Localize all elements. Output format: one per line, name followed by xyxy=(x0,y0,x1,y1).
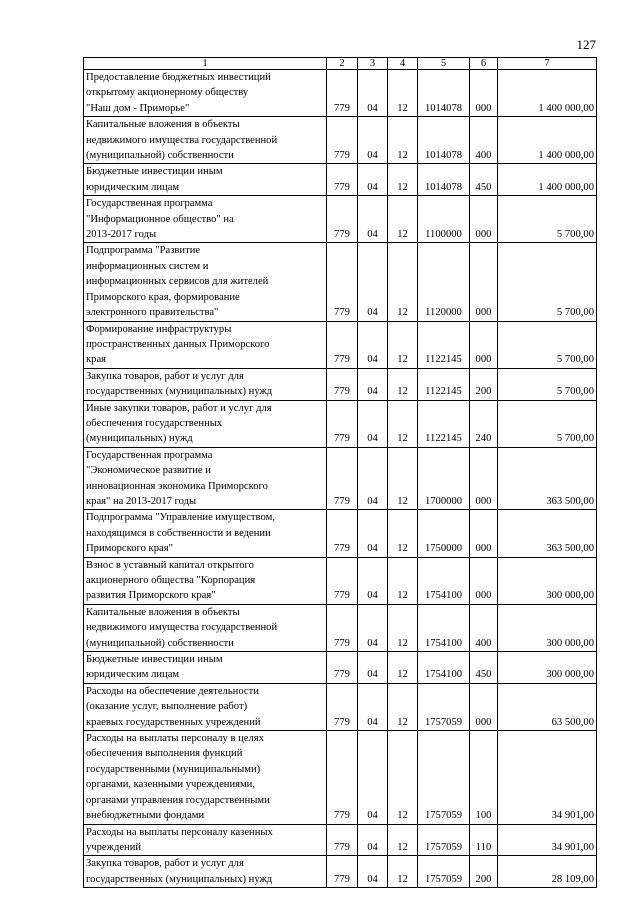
row-description xyxy=(84,196,327,243)
amount: 1 400 000,00 xyxy=(498,117,597,164)
section-code: 04 xyxy=(358,731,388,824)
section-code: 04 xyxy=(358,604,388,651)
description-line: (муниципальной) собственности xyxy=(86,637,234,649)
row-description xyxy=(84,557,327,604)
ministry-code: 779 xyxy=(327,604,358,651)
expense-type-code: 450 xyxy=(470,652,498,684)
expense-type-code: 100 xyxy=(470,731,498,824)
section-code: 04 xyxy=(358,400,388,447)
target-code: 1014078 xyxy=(418,117,470,164)
description-line: акционерного общества "Корпорация xyxy=(86,575,256,586)
subsection-code: 12 xyxy=(388,196,418,243)
amount: 1 400 000,00 xyxy=(498,164,597,196)
header-col-7: 7 xyxy=(498,58,597,70)
subsection-code: 12 xyxy=(388,510,418,557)
table-row xyxy=(84,400,597,447)
row-description xyxy=(84,117,327,164)
table-row xyxy=(84,196,597,243)
description-line: учреждений xyxy=(86,841,142,853)
description-line: Приморского края" xyxy=(86,543,173,555)
description-line: обеспечения выполнения функций xyxy=(86,748,243,760)
description-line: Государственная программа xyxy=(86,449,213,461)
ministry-code: 779 xyxy=(327,652,358,684)
ministry-code: 779 xyxy=(327,243,358,321)
target-code: 1122145 xyxy=(418,400,470,447)
target-code: 1700000 xyxy=(418,447,470,510)
description-line: Иные закупки товаров, работ и услуг для xyxy=(86,402,272,414)
ministry-code: 779 xyxy=(327,683,358,730)
subsection-code: 12 xyxy=(388,321,418,368)
table-row xyxy=(84,652,597,684)
description-line: Государственная программа xyxy=(86,198,213,210)
description-line: информационных сервисов для жителей xyxy=(86,276,269,288)
amount: 63 500,00 xyxy=(498,683,597,730)
description-line: инновационная экономика Приморского xyxy=(86,480,268,492)
expense-type-code: 000 xyxy=(470,447,498,510)
row-description xyxy=(84,824,327,856)
expense-type-code: 000 xyxy=(470,196,498,243)
target-code: 1120000 xyxy=(418,243,470,321)
header-col-3: 3 xyxy=(358,58,388,70)
expense-type-code: 400 xyxy=(470,117,498,164)
section-code: 04 xyxy=(358,196,388,243)
row-description xyxy=(84,683,327,730)
row-description xyxy=(84,164,327,196)
expense-type-code: 000 xyxy=(470,243,498,321)
ministry-code: 779 xyxy=(327,447,358,510)
subsection-code: 12 xyxy=(388,400,418,447)
description-line: Капитальные вложения в объекты xyxy=(86,119,240,131)
amount: 5 700,00 xyxy=(498,400,597,447)
subsection-code: 12 xyxy=(388,117,418,164)
subsection-code: 12 xyxy=(388,557,418,604)
target-code: 1757059 xyxy=(418,824,470,856)
description-line: (муниципальной) собственности xyxy=(86,150,234,162)
section-code: 04 xyxy=(358,447,388,510)
description-line: "Экономическое развитие и xyxy=(86,465,211,477)
table-row xyxy=(84,510,597,557)
description-line: недвижимого имущества государственной xyxy=(86,134,278,146)
subsection-code: 12 xyxy=(388,683,418,730)
expense-type-code: 000 xyxy=(470,683,498,730)
description-line: "Наш дом - Приморье" xyxy=(86,102,190,114)
row-description xyxy=(84,368,327,400)
description-line: внебюджетными фондами xyxy=(86,810,205,822)
row-description xyxy=(84,447,327,510)
ministry-code: 779 xyxy=(327,856,358,888)
description-line: Предоставление бюджетных инвестиций xyxy=(86,72,271,83)
subsection-code: 12 xyxy=(388,164,418,196)
expense-type-code: 200 xyxy=(470,856,498,888)
row-description xyxy=(84,243,327,321)
description-line: края xyxy=(86,354,107,366)
section-code: 04 xyxy=(358,824,388,856)
subsection-code: 12 xyxy=(388,652,418,684)
description-line: Расходы на обеспечение деятельности xyxy=(86,685,259,697)
subsection-code: 12 xyxy=(388,856,418,888)
description-line: Закупка товаров, работ и услуг для xyxy=(86,858,244,870)
header-col-1: 1 xyxy=(84,58,327,70)
description-line: информационных систем и xyxy=(86,260,209,272)
page-number: 127 xyxy=(576,37,596,52)
description-line: Подпрограмма "Развитие xyxy=(86,245,201,257)
description-line: Бюджетные инвестиции иным xyxy=(86,654,223,666)
section-code: 04 xyxy=(358,321,388,368)
target-code: 1754100 xyxy=(418,557,470,604)
section-code: 04 xyxy=(358,557,388,604)
table-row xyxy=(84,683,597,730)
amount: 300 000,00 xyxy=(498,652,597,684)
row-description xyxy=(84,70,327,117)
table-row xyxy=(84,856,597,888)
expense-type-code: 000 xyxy=(470,70,498,117)
ministry-code: 779 xyxy=(327,557,358,604)
target-code: 1750000 xyxy=(418,510,470,557)
description-line: развития Приморского края" xyxy=(86,590,216,602)
amount: 5 700,00 xyxy=(498,243,597,321)
expense-type-code: 000 xyxy=(470,510,498,557)
description-line: Формирование инфраструктуры xyxy=(86,323,232,335)
ministry-code: 779 xyxy=(327,368,358,400)
header-col-2: 2 xyxy=(327,58,358,70)
ministry-code: 779 xyxy=(327,117,358,164)
target-code: 1014078 xyxy=(418,164,470,196)
amount: 300 000,00 xyxy=(498,604,597,651)
table-row xyxy=(84,243,597,321)
description-line: Закупка товаров, работ и услуг для xyxy=(86,370,244,382)
amount: 1 400 000,00 xyxy=(498,70,597,117)
section-code: 04 xyxy=(358,510,388,557)
target-code: 1757059 xyxy=(418,856,470,888)
subsection-code: 12 xyxy=(388,70,418,117)
description-line: электронного правительства" xyxy=(86,307,219,319)
amount: 300 000,00 xyxy=(498,557,597,604)
target-code: 1754100 xyxy=(418,604,470,651)
expense-type-code: 000 xyxy=(470,321,498,368)
section-code: 04 xyxy=(358,652,388,684)
ministry-code: 779 xyxy=(327,321,358,368)
amount: 5 700,00 xyxy=(498,321,597,368)
table-row xyxy=(84,321,597,368)
description-line: недвижимого имущества государственной xyxy=(86,622,278,634)
description-line: органами, казенными учреждениями, xyxy=(86,779,256,791)
target-code: 1122145 xyxy=(418,368,470,400)
description-line: Капитальные вложения в объекты xyxy=(86,606,240,618)
ministry-code: 779 xyxy=(327,70,358,117)
header-col-4: 4 xyxy=(388,58,418,70)
expense-type-code: 240 xyxy=(470,400,498,447)
section-code: 04 xyxy=(358,117,388,164)
target-code: 1122145 xyxy=(418,321,470,368)
row-description xyxy=(84,652,327,684)
target-code: 1100000 xyxy=(418,196,470,243)
description-line: Расходы на выплаты персоналу казенных xyxy=(86,826,273,838)
description-line: юридическим лицам xyxy=(86,669,180,681)
table-row xyxy=(84,368,597,400)
target-code: 1754100 xyxy=(418,652,470,684)
description-line: органами управления государственными xyxy=(86,794,270,806)
subsection-code: 12 xyxy=(388,243,418,321)
ministry-code: 779 xyxy=(327,824,358,856)
description-line: краевых государственных учреждений xyxy=(86,716,261,728)
row-description xyxy=(84,604,327,651)
amount: 34 901,00 xyxy=(498,731,597,824)
ministry-code: 779 xyxy=(327,196,358,243)
section-code: 04 xyxy=(358,164,388,196)
row-description xyxy=(84,510,327,557)
description-line: Взнос в уставный капитал открытого xyxy=(86,559,254,571)
target-code: 1757059 xyxy=(418,731,470,824)
description-line: государственных (муниципальных) нужд xyxy=(86,873,273,885)
ministry-code: 779 xyxy=(327,400,358,447)
section-code: 04 xyxy=(358,70,388,117)
description-line: края" на 2013-2017 годы xyxy=(86,495,197,507)
description-line: находящимся в собственности и ведении xyxy=(86,527,271,539)
row-description xyxy=(84,400,327,447)
table-header xyxy=(84,58,597,70)
description-line: Бюджетные инвестиции иным xyxy=(86,166,223,178)
expense-type-code: 450 xyxy=(470,164,498,196)
description-line: открытому акционерному обществу xyxy=(86,87,249,99)
ministry-code: 779 xyxy=(327,164,358,196)
expense-type-code: 200 xyxy=(470,368,498,400)
description-line: Подпрограмма "Управление имуществом, xyxy=(86,512,275,524)
target-code: 1757059 xyxy=(418,683,470,730)
section-code: 04 xyxy=(358,368,388,400)
subsection-code: 12 xyxy=(388,824,418,856)
section-code: 04 xyxy=(358,856,388,888)
section-code: 04 xyxy=(358,243,388,321)
table-row xyxy=(84,164,597,196)
table-row xyxy=(84,70,597,117)
description-line: государственными (муниципальными) xyxy=(86,763,261,775)
amount: 5 700,00 xyxy=(498,368,597,400)
description-line: Расходы на выплаты персоналу в целях xyxy=(86,733,264,745)
description-line: пространственных данных Приморского xyxy=(86,338,270,350)
table-row xyxy=(84,824,597,856)
table-row xyxy=(84,731,597,824)
row-description xyxy=(84,856,327,888)
amount: 363 500,00 xyxy=(498,510,597,557)
table-row xyxy=(84,447,597,510)
description-line: обеспечения государственных xyxy=(86,417,223,429)
ministry-code: 779 xyxy=(327,510,358,557)
target-code: 1014078 xyxy=(418,70,470,117)
subsection-code: 12 xyxy=(388,604,418,651)
table-body xyxy=(84,70,597,888)
header-row xyxy=(84,58,597,70)
table-row xyxy=(84,604,597,651)
amount: 5 700,00 xyxy=(498,196,597,243)
amount: 363 500,00 xyxy=(498,447,597,510)
table-row xyxy=(84,557,597,604)
expense-type-code: 000 xyxy=(470,557,498,604)
description-line: (муниципальных) нужд xyxy=(86,433,193,445)
expense-type-code: 400 xyxy=(470,604,498,651)
row-description xyxy=(84,731,327,824)
header-col-6: 6 xyxy=(470,58,498,70)
subsection-code: 12 xyxy=(388,368,418,400)
description-line: "Информационное общество" на xyxy=(86,213,234,225)
description-line: государственных (муниципальных) нужд xyxy=(86,386,273,398)
row-description xyxy=(84,321,327,368)
description-line: Приморского края, формирование xyxy=(86,291,240,303)
expense-type-code: 110 xyxy=(470,824,498,856)
amount: 28 109,00 xyxy=(498,856,597,888)
budget-table xyxy=(83,57,597,888)
subsection-code: 12 xyxy=(388,731,418,824)
description-line: (оказание услуг, выполнение работ) xyxy=(86,701,248,713)
subsection-code: 12 xyxy=(388,447,418,510)
section-code: 04 xyxy=(358,683,388,730)
description-line: юридическим лицам xyxy=(86,181,180,193)
header-col-5: 5 xyxy=(418,58,470,70)
ministry-code: 779 xyxy=(327,731,358,824)
amount: 34 901,00 xyxy=(498,824,597,856)
table-row xyxy=(84,117,597,164)
description-line: 2013-2017 годы xyxy=(86,229,157,241)
